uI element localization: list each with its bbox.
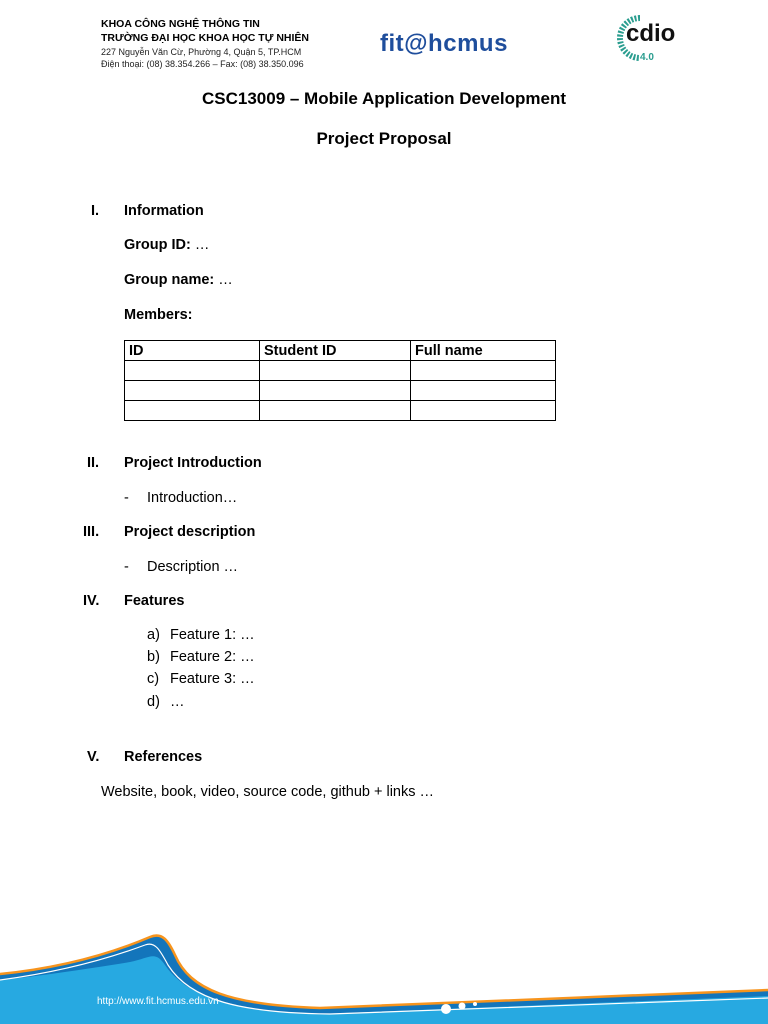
footer-url[interactable]: http://www.fit.hcmus.edu.vn <box>97 996 219 1007</box>
table-cell[interactable] <box>125 361 260 381</box>
list-marker: c) <box>147 671 160 687</box>
group-id <box>124 237 209 253</box>
list-item: Feature 3: … <box>170 671 255 687</box>
list-item: … <box>170 694 185 710</box>
group-name <box>124 272 233 288</box>
address: 227 Nguyễn Văn Cừ, Phường 4, Quận 5, TP.HCM <box>101 47 302 57</box>
table-header-row <box>125 341 556 361</box>
list-marker: b) <box>147 649 160 665</box>
table-cell[interactable] <box>125 381 260 401</box>
section-number: II. <box>87 455 100 471</box>
list-marker: a) <box>147 627 160 643</box>
section-number: V. <box>87 749 100 765</box>
dot-icon <box>459 1003 466 1010</box>
section-title: Project description <box>124 524 256 540</box>
bullet-dash: - <box>124 559 129 575</box>
members-table <box>124 340 556 421</box>
faculty-name: KHOA CÔNG NGHỆ THÔNG TIN <box>101 18 260 30</box>
table-header: Student ID <box>260 341 411 361</box>
section-title: Features <box>124 593 185 609</box>
list-item: Feature 2: … <box>170 649 255 665</box>
phone-fax: Điện thoại: (08) 38.354.266 – Fax: (08) 38.350.096 <box>101 59 304 69</box>
list-item: Feature 1: … <box>170 627 255 643</box>
cdio-version: 4.0 <box>640 52 654 63</box>
list-marker: d) <box>147 694 160 710</box>
section-number: III. <box>83 524 100 540</box>
group-id-label: Group ID: <box>124 237 191 253</box>
table-row <box>125 361 556 381</box>
table-cell[interactable] <box>260 381 411 401</box>
members-label: Members: <box>124 307 193 323</box>
section-number: I. <box>91 203 100 219</box>
section-title: Information <box>124 203 204 219</box>
table-row <box>125 381 556 401</box>
bullet-text: Description … <box>147 559 239 575</box>
section-number: IV. <box>83 593 100 609</box>
bullet-text: Introduction… <box>147 490 238 506</box>
references-text: Website, book, video, source code, github + links … <box>101 784 435 800</box>
page-title: CSC13009 – Mobile Application Development <box>201 89 566 108</box>
table-cell[interactable] <box>411 361 556 381</box>
fit-hcmus-logo: fit@hcmus <box>380 30 508 57</box>
table-cell[interactable] <box>260 401 411 421</box>
university-name: TRƯỜNG ĐẠI HỌC KHOA HỌC TỰ NHIÊN <box>101 32 309 44</box>
group-name-value: … <box>214 272 233 288</box>
table-header: ID <box>125 341 260 361</box>
table-row <box>125 401 556 421</box>
section-title: References <box>124 749 203 765</box>
dot-icon <box>441 1004 451 1014</box>
section-title: Project Introduction <box>124 455 262 471</box>
cdio-text: cdio <box>626 20 676 47</box>
cdio-logo <box>616 14 686 68</box>
table-header: Full name <box>411 341 556 361</box>
table-cell[interactable] <box>411 381 556 401</box>
table-cell[interactable] <box>260 361 411 381</box>
bullet-dash: - <box>124 490 129 506</box>
page-subtitle: Project Proposal <box>316 129 452 148</box>
group-name-label: Group name: <box>124 272 215 288</box>
group-id-value: … <box>190 237 210 253</box>
table-cell[interactable] <box>411 401 556 421</box>
table-cell[interactable] <box>125 401 260 421</box>
dot-icon <box>473 1002 477 1006</box>
